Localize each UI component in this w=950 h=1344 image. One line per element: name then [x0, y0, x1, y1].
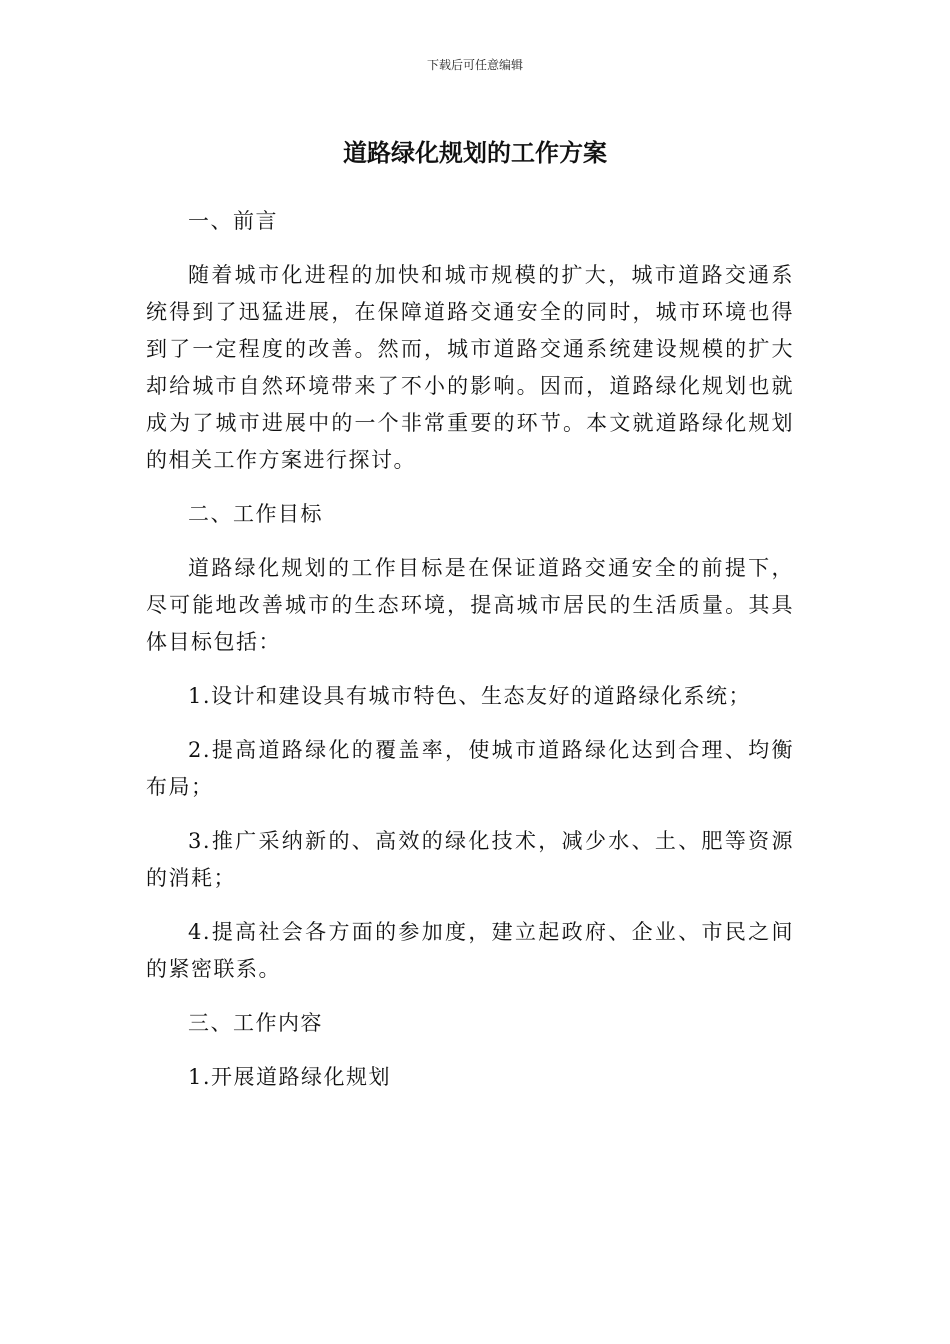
document-body	[146, 203, 794, 1113]
section-heading-content: 三、工作内容	[188, 1011, 323, 1035]
list-item-content-1: 1.开展道路绿化规划	[188, 1065, 392, 1089]
section-heading-preface: 一、前言	[188, 209, 278, 233]
paragraph-goals-intro: 道路绿化规划的工作目标是在保证道路交通安全的前提下，尽可能地改善城市的生态环境，提高城市居民的生活质量。其具体目标包括：	[146, 556, 794, 654]
header-note: 下载后可任意编辑	[426, 58, 523, 72]
paragraph-preface: 随着城市化进程的加快和城市规模的扩大，城市道路交通系统得到了迅猛进展，在保障道路交通安全的同时，城市环境也得到了一定程度的改善。然而，城市道路交通系统建设规模的扩大却给城市自然环境带来了不小的影响。因而，道路绿化规划也就成为了城市进展中的一个非常重要的环节。本文就道路绿化规划的相关工作方案进行探讨。	[146, 263, 794, 472]
list-item-goal-4: 4.提高社会各方面的参加度，建立起政府、企业、市民之间的紧密联系。	[146, 920, 794, 981]
section-heading-goals: 二、工作目标	[188, 502, 323, 526]
document-title: 道路绿化规划的工作方案	[343, 139, 607, 167]
list-item-goal-1: 1.设计和建设具有城市特色、生态友好的道路绿化系统；	[188, 684, 752, 708]
list-item-goal-2: 2.提高道路绿化的覆盖率，使城市道路绿化达到合理、均衡布局；	[146, 738, 794, 799]
list-item-goal-3: 3.推广采纳新的、高效的绿化技术，减少水、土、肥等资源的消耗；	[146, 829, 794, 890]
